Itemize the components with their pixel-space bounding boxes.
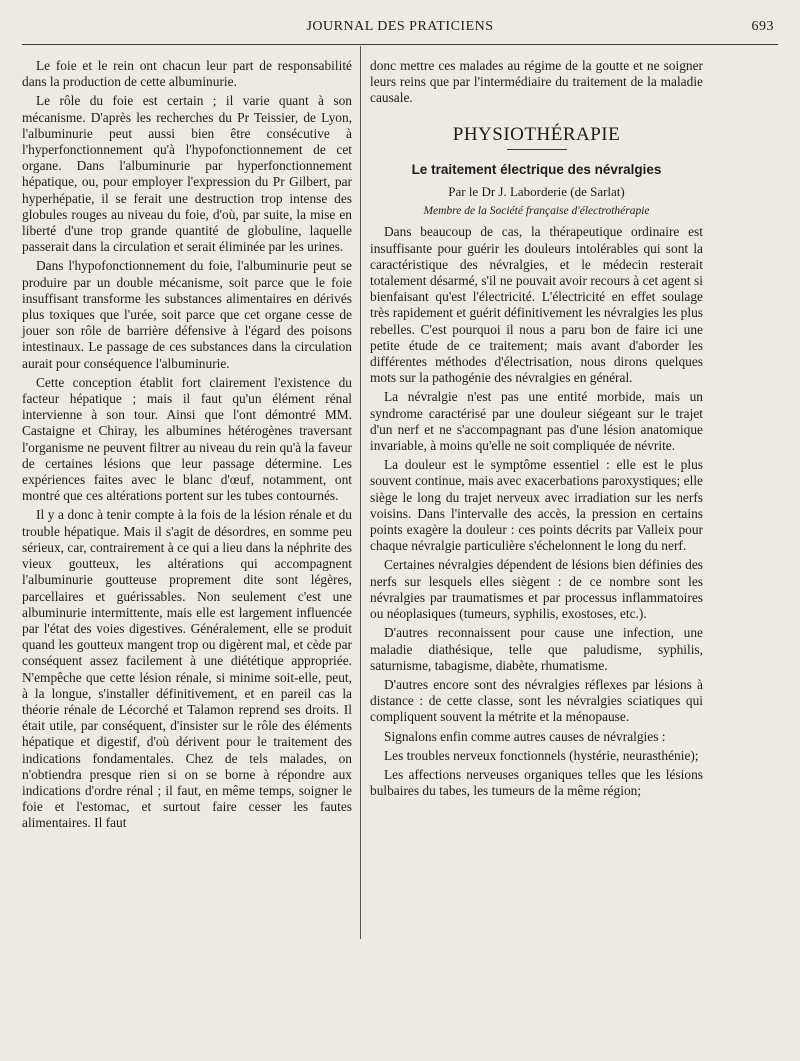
paragraph: Signalons enfin comme autres causes de névralgies :	[384, 728, 666, 744]
paragraph: D'autres reconnaissent pour cause une infection, une maladie diathésique, telle que paludisme, syphilis, saturnisme, tabagisme, diabète, rhumatisme.	[370, 625, 703, 673]
paragraph: Les affections nerveuses organiques telles que les lésions bulbaires du tabes, les tumeurs de la même région;	[370, 766, 703, 799]
paragraph: Certaines névralgies dépendent de lésions bien définies des nerfs sur lesquels elles siègent : de ce nombre sont les névralgies par traumatismes et par processus inflammatoires ou néoplasiques (tumeurs, syphilis, exostoses, etc.).	[370, 557, 703, 622]
right-column	[370, 58, 703, 802]
section-rule	[507, 149, 567, 150]
header-rule	[22, 44, 778, 45]
page-number: 693	[751, 19, 774, 34]
left-column	[22, 58, 352, 835]
column-divider	[360, 46, 361, 939]
continued-paragraph: donc mettre ces malades au régime de la goutte et ne soigner leurs reins que par l'intermédiaire du traitement de la maladie causale.	[370, 58, 703, 106]
running-head	[22, 19, 778, 39]
paragraph: Dans beaucoup de cas, la thérapeutique ordinaire est insuffisante pour guérir les douleurs intolérables qui sont la caractéristique des névralgies, et le médecin resterait totalement désarmé, s'il ne pouvait avoir recours à cet agent si bienfaisant qu'est l'électricité. L'électricité en effet soulage très rapidement et guérit définitivement les névralgies les plus rebelles. C'est pourquoi il nous a paru bon de faire ici une petite étude de ce traitement; mais avant d'aborder les différentes méthodes d'électrisation, nous dirons quelques mots sur la pathogénie des névralgies en général.	[370, 224, 703, 386]
author-affiliation: Membre de la Société française d'électrothérapie	[423, 205, 650, 218]
paragraph: Il y a donc à tenir compte à la fois de la lésion rénale et du trouble hépatique. Mais il s'agit de désordres, en somme peu sérieux, car, contrairement à ce qui a lieu dans la néphrite des vieux goutteux, les altérations qui accompagnent l'albuminurie goutteuse proprement dite sont légères, parcellaires et guérissables. Non seulement c'est une albuminurie intermittente, mais elle est largement influencée par l'état des voies digestives. Généralement, elle se produit quand les goutteux mangent trop ou digèrent mal, et cède par conséquent assez facilement à une diététique appropriée. N'empêche que cette lésion rénale, si minime soit-elle, peut, à la longue, s'installer définitivement, et en pareil cas la théorie rénale de Lécorché et Talamon reprend ses droits. Il était utile, par conséquent, d'insister sur le rôle des éléments hépatique et digestif, d'où dérivent pour le traitement des indications fondamentales. Chez de tels malades, on n'obtiendra presque rien si on se borne à répondre aux indications d'ordre rénal ; il faut, en même temps, soigner le foie et l'estomac, et surtout faire cesser les fautes alimentaires. Il faut	[22, 507, 352, 831]
paragraph: Cette conception établit fort clairement l'existence du facteur hépatique ; mais il faut qu'un élément rénal intervienne à son tour. Ainsi que l'ont démontré MM. Castaigne et Chiray, les albumines hétérogènes traversant l'organisme ne peuvent filtrer au niveau du rein qu'à la faveur de certaines lésions que leur passage détermine. Les expériences faites avec le blanc d'œuf, notamment, ont montré que ces altérations portent sur les tubes contournés.	[22, 374, 352, 504]
journal-title: JOURNAL DES PRATICIENS	[306, 19, 494, 34]
paragraph: D'autres encore sont des névralgies réflexes par lésions à distance : de cette classe, sont les névralgies sciatiques qui compliquent souvent la métrite et la ménopause.	[370, 676, 703, 725]
paragraph: Dans l'hypofonctionnement du foie, l'albuminurie peut se produire par un double mécanisme, soit parce que le foie insuffisant transforme les substances alimentaires en dérivés plus toxiques que l'urée, soit parce que cet organe cesse de jouer son rôle de barrière défensive à l'égard des poisons intestinaux. Le passage de ces substances dans la circulation aurait pour conséquence l'albuminurie.	[22, 258, 352, 371]
blank-page-area	[0, 945, 800, 1061]
paragraph: Le foie et le rein ont chacun leur part de responsabilité dans la production de cette albuminurie.	[22, 58, 352, 90]
author-byline: Par le Dr J. Laborderie (de Sarlat)	[448, 184, 625, 200]
paragraph: La douleur est le symptôme essentiel : elle est le plus souvent continue, mais avec exacerbations paroxystiques; elle siège le long du trajet nerveux avec irradiation sur les nerfs voisins. Dans l'intervalle des accès, la pression en certains points exagère la douleur : ces points décrits par Valleix pour chaque névralgie particulière s'échelonnent le long du nerf.	[370, 457, 703, 554]
paragraph: La névralgie n'est pas une entité morbide, mais un syndrome caractérisé par une douleur siégeant sur le trajet d'un nerf et ne s'accompagnant pas d'une lésion anatomique invariable, à moins qu'elle ne soit compliquée de névrite.	[370, 389, 703, 454]
paragraph: Les troubles nerveux fonctionnels (hystérie, neurasthénie);	[384, 747, 699, 763]
paragraph: Le rôle du foie est certain ; il varie quant à son mécanisme. D'après les recherches du Pr Teissier, de Lyon, l'albuminurie peut aussi bien être consécutive à l'hyperfonctionnement qu'à l'hypofonctionnement de cet organe. Dans l'albuminurie par hyperfonctionnement hépatique, ou, pour employer l'expression du Pr Gilbert, par hyperhépatie, il se ferait une destruction trop intense des globules rouges au niveau du foie, d'où, par suite, la mise en liberté d'une trop grande quantité de globuline, laquelle passerait dans la circulation et serait éliminée par les urines.	[22, 93, 352, 255]
section-title: PHYSIOTHÉRAPIE	[452, 123, 621, 145]
article-title: Le traitement électrique des névralgies	[411, 161, 662, 177]
